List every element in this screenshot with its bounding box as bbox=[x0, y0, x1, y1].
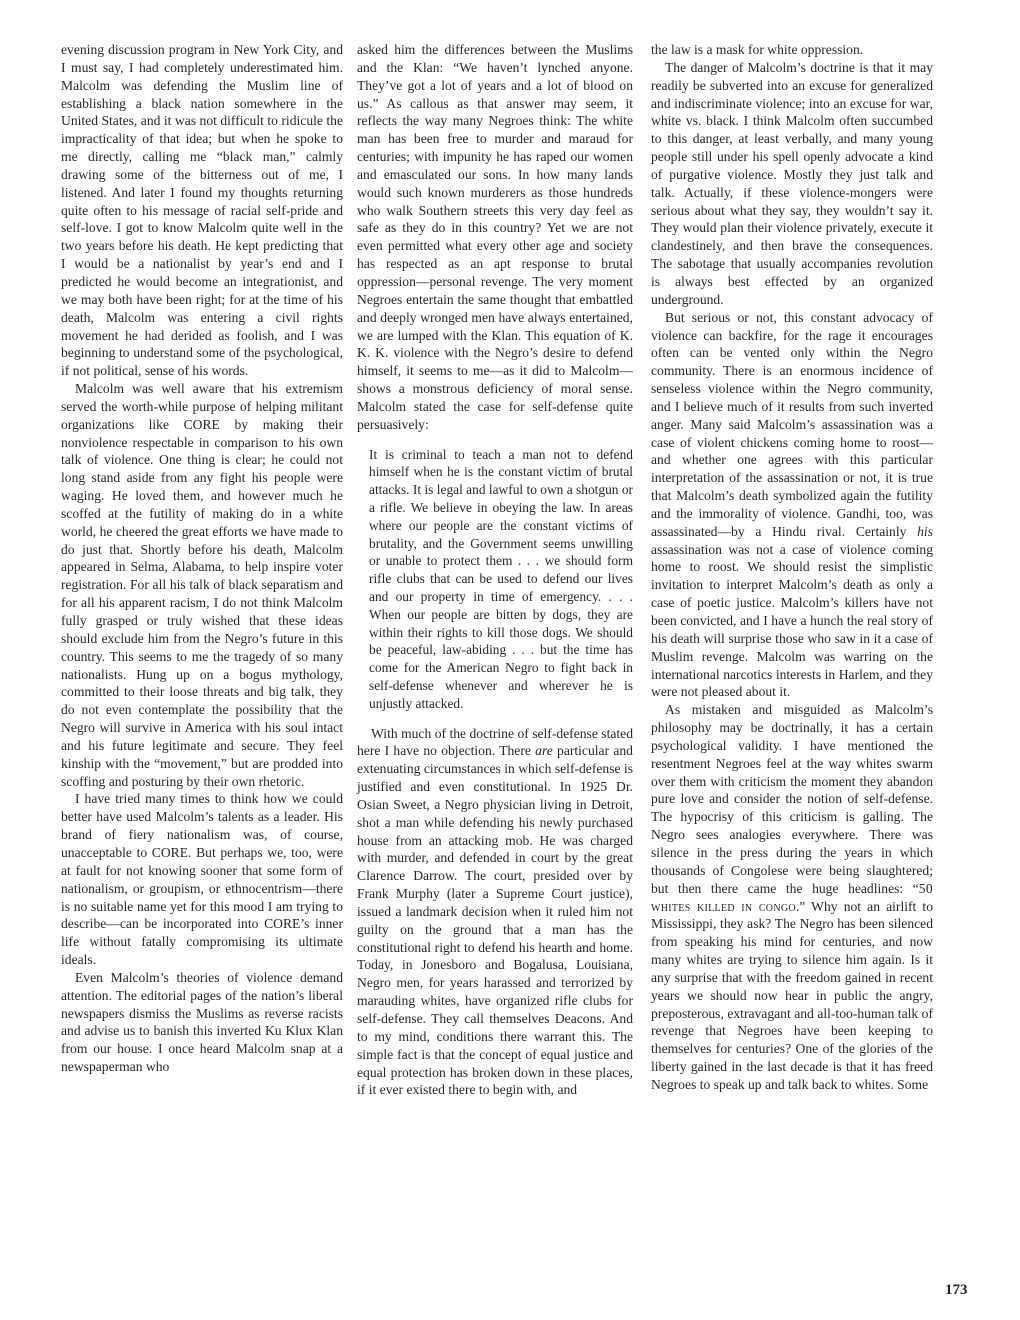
emphasis: his bbox=[917, 523, 933, 539]
paragraph: Even Malcolm’s theories of violence demand attention. The editorial pages of the nation’s liberal newspapers dismiss the Muslims as reverse racists and advise us to banish this inverted Ku Klux Klan from our house. I once heard Malcolm snap at a newspaperman who bbox=[61, 969, 343, 1075]
text-run: .” Why not an airlift to Mississippi, they ask? The Negro has been silenced from speaking his mind for centuries, and now many whites are trying to silence him again. Is it any surprise that with the freedom gained in recent years we should now hear in public the angry, preposterous, extravagant and all-too-human talk of revenge that Negroes have been keeping to themselves for centuries? One of the glories of the liberty gained in the last decade is that it has freed Negroes to speak up and talk back to whites. Some bbox=[651, 898, 933, 1092]
emphasis: are bbox=[535, 743, 553, 759]
paragraph bbox=[651, 701, 933, 1094]
block-quote: It is criminal to teach a man not to defend himself when he is the constant victim of brutal attacks. It is legal and lawful to own a shotgun or a rifle. We believe in obeying the law. In areas where our people are the constant victims of brutality, and the Government seems unwilling or unable to protect them . . . we should form rifle clubs that can be used to defend our lives and our property in time of emergency. . . . When our people are bitten by dogs, they are within their rights to kill those dogs. We should be peaceful, law-abiding . . . but the time has come for the American Negro to fight back in self-defense whenever and wherever he is unjustly attacked. bbox=[369, 446, 633, 711]
text-run: particular and extenuating circumstances in which self-defense is justified and even constitutional. In 1925 Dr. Osian Sweet, a Negro physician living in Detroit, shot a man while defending his newly purchased house from an attacking mob. He was charged with murder, and defended in court by the great Clarence Darrow. The court, presided over by Frank Murphy (later a Supreme Court justice), issued a landmark decision when it ruled him not guilty on the ground that a man has the constitutional right to defend his hearth and home. Today, in Jonesboro and Bogalusa, Louisiana, Negro men, for years harassed and terrorized by marauding whites, have organized rifle clubs for self-defense. They call themselves Deacons. And to my mind, conditions there warrant this. The simple fact is that the concept of equal justice and equal protection has broken down in these places, if it ever existed there to begin with, and bbox=[357, 743, 633, 1098]
column-2 bbox=[357, 41, 633, 1099]
paragraph: the law is a mask for white oppression. bbox=[651, 42, 864, 57]
paragraph bbox=[357, 725, 633, 1100]
text-run: But serious or not, this constant advocacy of violence can backfire, for the rage it encourages often can be vented only within the Negro community. There is an enormous incidence of senseless violence within the Negro community, and I believe much of it results from such inverted anger. Many said Malcolm’s assassination was a case of violent chickens coming home to roost—and whether one agrees with this particular interpretation of the assassination or not, it is true that Malcolm’s death symbolized again the futility and the immorality of violence. Gandhi, too, was assassinated—by a Hindu rival. Certainly bbox=[651, 309, 933, 539]
headline-small-caps: 50 whites killed in congo bbox=[651, 880, 933, 914]
paragraph: I have tried many times to think how we could better have used Malcolm’s talents as a leader. His brand of fiery nationalism was, of course, unacceptable to CORE. But perhaps we, too, were at fault for not knowing sooner that some form of nationalism, or groupism, or ethnocentrism—there is no suitable name yet for this mood I am trying to describe—can be incorporated into CORE’s inner life without fatally compromising its ultimate ideals. bbox=[61, 791, 343, 968]
page-number: 173 bbox=[945, 1282, 968, 1298]
column-3 bbox=[651, 41, 933, 1094]
text-run: With much of the doctrine of self-defense stated here I have no objection. There bbox=[357, 725, 633, 759]
paragraph: asked him the differences between the Muslims and the Klan: “We haven’t lynched anyone. They’ve got a lot of years and a lot of blood on us.” As callous as that answer may seem, it reflects the way many Negroes think: The white man has been free to murder and maraud for centuries; with impunity he has raped our women and emasculated our sons. In how many lands would such known murderers as those hundreds who walk Southern streets this very day feel as safe as they do in this country? Yet we are not even permitted what every other age and society has respected as an apt response to brutal oppression—personal revenge. The very moment Negroes entertain the same thought that embattled and deeply wronged men have always entertained, we are lumped with the Klan. This equation of K. K. K. violence with the Negro’s desire to defend himself, it seems to me—as it did to Malcolm—shows a monstrous deficiency of moral sense. Malcolm stated the case for self-defense quite persuasively: bbox=[357, 42, 633, 432]
text-run: assassination was not a case of violence coming home to roost. We should resist the simplistic invitation to interpret Malcolm’s death as only a case of poetic justice. Malcolm’s killers have not been convicted, and I have a hunch the real story of his death will surprise those who saw in it a case of Muslim revenge. Malcolm was warring on the international narcotics interests in Harlem, and they were not pleased about it. bbox=[651, 541, 933, 700]
paragraph: evening discussion program in New York City, and I must say, I had completely underestimated him. Malcolm was defending the Muslim line of establishing a black nation somewhere in the United States, and it was not difficult to ridicule the impracticality of that idea; but when he spoke to me directly, calling me “black man,” calmly drawing some of the bitterness out of me, I listened. And later I found my thoughts returning quite often to his message of racial self-pride and self-love. I got to know Malcolm quite well in the two years before his death. He kept predicting that I would be a nationalist by year’s end and I predicted he would become an integrationist, and we may both have been right; for at the time of his death, Malcolm was entering a civil rights movement he had derided as foolish, and I was beginning to understand some of the psychological, if not political, sense of his words. bbox=[61, 42, 343, 379]
paragraph bbox=[651, 309, 933, 702]
paragraph: Malcolm was well aware that his extremism served the worth-while purpose of helping militant organizations like CORE by making their nonviolence respectable in comparison to his own talk of violence. One thing is clear; he could not long stand aside from any fight his people were waging. He loved them, and however much he scoffed at the futility of making do in a white world, he cheered the great efforts we have made to do just that. Shortly before his death, Malcolm appeared in Selma, Alabama, to help inspire voter registration. For all his talk of black separatism and for all his apparent racism, I do not think Malcolm fully grasped or truly wished that these ideas should exclude him from the Negro’s future in this country. This seems to me the tragedy of so many nationalists. Hung up on a bogus mythology, committed to their loose threats and big talk, they do not even contemplate the possibility that the Negro will survive in America with his soul intact and his future legitimate and secure. They feel kinship with the “movement,” but are prodded into scoffing and posturing by their own rhetoric. bbox=[61, 381, 343, 789]
paragraph: The danger of Malcolm’s doctrine is that it may readily be subverted into an excuse for generalized and indiscriminate violence; into an excuse for war, white vs. black. I think Malcolm often succumbed to this danger, at least verbally, and many young people still under his spell openly advocate a kind of purgative violence. Mostly they just talk and talk. Actually, if these violence-mongers were serious about what they say, they wouldn’t say it. They would plan their violence privately, execute it clandestinely, and then brave the consequences. The sabotage that usually accompanies revolution is always best effected by an organized underground. bbox=[651, 59, 933, 307]
column-1 bbox=[61, 41, 343, 1076]
text-run: As mistaken and misguided as Malcolm’s philosophy may be doctrinally, it has a certain psychological validity. I have mentioned the resentment Negroes feel at the way whites swarm over them with criticism the moment they abandon pure love and consider the notion of self-defense. The hypocrisy of this criticism is galling. The Negro sees analogies everywhere. There was silence in the press during the years in which thousands of Congolese were being slaughtered; but then there came the huge headlines: “ bbox=[651, 702, 933, 896]
